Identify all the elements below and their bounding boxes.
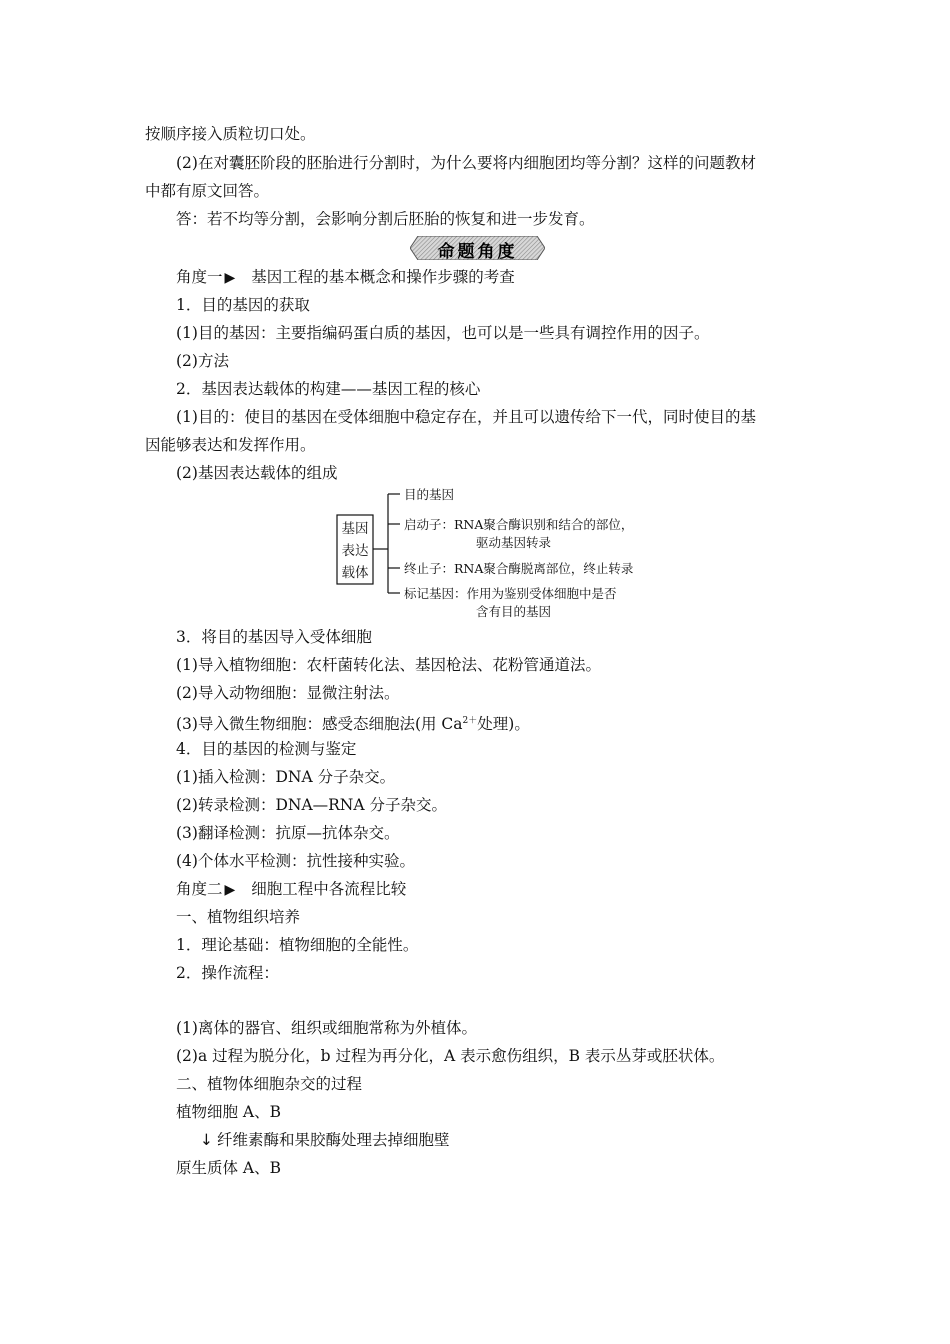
- branch-terminator: 终止子：RNA聚合酶脱离部位，终止转录: [404, 561, 634, 576]
- flow-arrow-label: 纤维素酶和果胶酶处理去掉细胞壁: [217, 1131, 450, 1149]
- angle-heading: [176, 879, 841, 900]
- text-line: (2)转录检测：DNA—RNA 分子杂交。: [176, 796, 447, 814]
- section-banner: [410, 236, 545, 260]
- text-line: 中都有原文回答。: [145, 182, 270, 200]
- text-line: 按顺序接入质粒切口处。: [145, 125, 316, 143]
- text-line: (4)个体水平检测：抗性接种实验。: [176, 852, 415, 870]
- flow-step: 原生质体 A、B: [176, 1159, 282, 1177]
- branch-target-gene: 目的基因: [404, 487, 455, 502]
- text-line: (1)目的：使目的基因在受体细胞中稳定存在，并且可以遗传给下一代，同时使目的基: [176, 408, 756, 426]
- angle-prefix: 角度二: [176, 880, 223, 898]
- angle-prefix: 角度一: [176, 268, 223, 286]
- branch-promoter: 启动子：RNA聚合酶识别和结合的部位，: [404, 517, 634, 532]
- section-title: 一、植物组织培养: [176, 908, 301, 926]
- superscript: 2＋: [462, 716, 478, 726]
- text-line: [176, 711, 841, 734]
- angle-title: 细胞工程中各流程比较: [251, 880, 407, 898]
- text-line: (2)a 过程为脱分化，b 过程为再分化，A 表示愈伤组织，B 表示丛芽或胚状体。: [176, 1047, 725, 1065]
- flow-arrow-step: [200, 1130, 865, 1150]
- vector-box: [337, 518, 373, 584]
- text-pre: (3)导入微生物细胞：感受态细胞法(用 Ca: [176, 715, 463, 733]
- subsection-title: 2．基因表达载体的构建——基因工程的核心: [176, 380, 481, 398]
- text-line: (3)翻译检测：抗原—抗体杂交。: [176, 824, 400, 842]
- angle-title: 基因工程的基本概念和操作步骤的考查: [251, 268, 515, 286]
- angle-heading: [176, 267, 841, 288]
- text-line: (2)方法: [176, 352, 229, 370]
- box-line: 基因: [341, 521, 369, 537]
- text-line: (1)目的基因：主要指编码蛋白质的基因，也可以是一些具有调控作用的因子。: [176, 324, 710, 342]
- text-line: 因能够表达和发挥作用。: [145, 436, 316, 454]
- text-line: 1．理论基础：植物细胞的全能性。: [176, 936, 419, 954]
- box-line: 载体: [341, 565, 369, 581]
- branch-promoter-cont: 驱动基因转录: [476, 535, 552, 550]
- text-line: (2)基因表达载体的组成: [176, 464, 338, 482]
- section-title: 二、植物体细胞杂交的过程: [176, 1075, 363, 1093]
- text-line: 2．操作流程：: [176, 964, 279, 982]
- text-line: (1)插入检测：DNA 分子杂交。: [176, 768, 396, 786]
- box-line: 表达: [341, 543, 369, 559]
- answer-line: 答：若不均等分割，会影响分割后胚胎的恢复和进一步发育。: [176, 210, 595, 228]
- question-line: (2)在对囊胚阶段的胚胎进行分割时，为什么要将内细胞团均等分割？这样的问题教材: [176, 154, 756, 172]
- subsection-title: 3．将目的基因导入受体细胞: [176, 628, 372, 646]
- text-post: 处理)。: [477, 715, 530, 733]
- down-arrow-icon: ↓: [200, 1131, 213, 1149]
- subsection-title: 1．目的基因的获取: [176, 296, 310, 314]
- text-line: (2)导入动物细胞：显微注射法。: [176, 684, 400, 702]
- banner-title: 命题角度: [437, 242, 518, 262]
- right-triangle-icon: ▶: [224, 270, 236, 286]
- branch-marker-gene: 标记基因：作用为鉴别受体细胞中是否: [404, 586, 617, 601]
- right-triangle-icon: ▶: [224, 882, 236, 898]
- vector-composition-diagram: [330, 482, 690, 622]
- text-line: (1)导入植物细胞：农杆菌转化法、基因枪法、花粉管通道法。: [176, 656, 601, 674]
- text-line: (1)离体的器官、组织或细胞常称为外植体。: [176, 1019, 477, 1037]
- subsection-title: 4．目的基因的检测与鉴定: [176, 740, 357, 758]
- branch-marker-cont: 含有目的基因: [476, 604, 552, 619]
- flow-step: 植物细胞 A、B: [176, 1103, 282, 1121]
